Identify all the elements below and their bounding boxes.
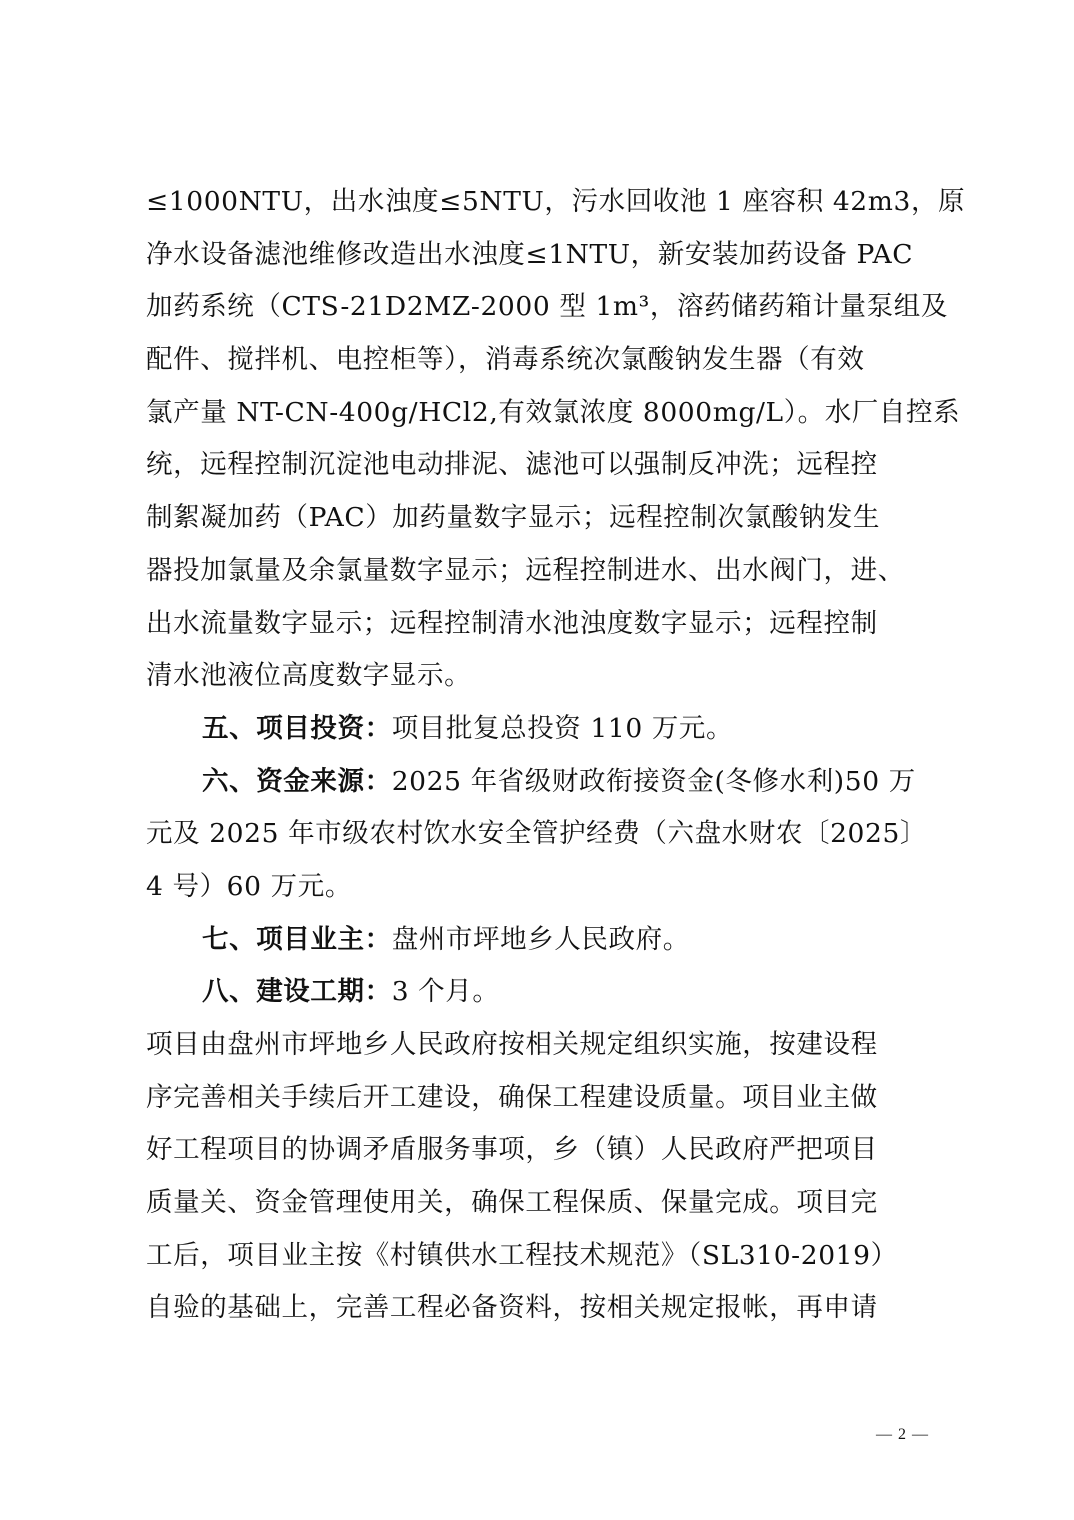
construction-period-label: 八、建设工期：	[202, 976, 392, 1008]
text-line: 制絮凝加药（PAC）加药量数字显示；远程控制次氯酸钠发生	[146, 502, 881, 534]
text-line: 加药系统（CTS-21D2MZ-2000 型 1m³，溶药储药箱计量泵组及	[146, 291, 948, 323]
project-investment-item	[146, 703, 936, 756]
funding-source-line-3: 4 号）60 万元。	[146, 870, 352, 902]
text-line: 净水设备滤池维修改造出水浊度≤1NTU，新安装加药设备 PAC	[146, 238, 914, 270]
text-line: ≤1000NTU，出水浊度≤5NTU，污水回收池 1 座容积 42m3，原	[146, 186, 966, 217]
construction-period-text: 3 个月。	[391, 976, 500, 1008]
text-line: 配件、搅拌机、电控柜等），消毒系统次氯酸钠发生器（有效	[146, 344, 865, 376]
document-body	[146, 176, 966, 1335]
text-line: 清水池液位高度数字显示。	[146, 660, 472, 692]
project-owner-item	[146, 914, 936, 967]
construction-period-item	[146, 966, 936, 1019]
page-number: — 2 —	[876, 1426, 929, 1443]
text-line: 统，远程控制沉淀池电动排泥、滤池可以强制反冲洗；远程控	[146, 449, 878, 481]
text-line: 质量关、资金管理使用关，确保工程保质、保量完成。项目完	[146, 1187, 878, 1219]
text-line: 序完善相关手续后开工建设，确保工程建设质量。项目业主做	[146, 1081, 878, 1113]
project-owner-text: 盘州市坪地乡人民政府。	[391, 923, 690, 955]
text-line: 自验的基础上，完善工程必备资料，按相关规定报帐，再申请	[146, 1292, 878, 1324]
text-line: 好工程项目的协调矛盾服务事项，乡（镇）人民政府严把项目	[146, 1134, 878, 1166]
project-investment-text: 项目批复总投资 110 万元。	[391, 712, 734, 744]
text-line: 器投加氯量及余氯量数字显示；远程控制进水、出水阀门，进、	[146, 554, 905, 586]
text-line: 工后，项目业主按《村镇供水工程技术规范》（SL310-2019）	[146, 1239, 898, 1271]
project-owner-label: 七、项目业主：	[202, 923, 392, 955]
text-line: 氯产量 NT-CN-400g/HCl2,有效氯浓度 8000mg/L）。水厂自控系	[146, 396, 961, 428]
project-investment-label: 五、项目投资：	[202, 712, 392, 744]
funding-source-item	[146, 756, 936, 809]
funding-source-line-2: 元及 2025 年市级农村饮水安全管护经费（六盘水财农〔2025〕	[146, 818, 928, 850]
funding-source-text: 2025 年省级财政衔接资金(冬修水利)50 万	[391, 765, 916, 797]
funding-source-label: 六、资金来源：	[202, 765, 392, 797]
text-line: 出水流量数字显示；远程控制清水池浊度数字显示；远程控制	[146, 607, 878, 639]
text-line: 项目由盘州市坪地乡人民政府按相关规定组织实施，按建设程	[146, 1029, 878, 1060]
